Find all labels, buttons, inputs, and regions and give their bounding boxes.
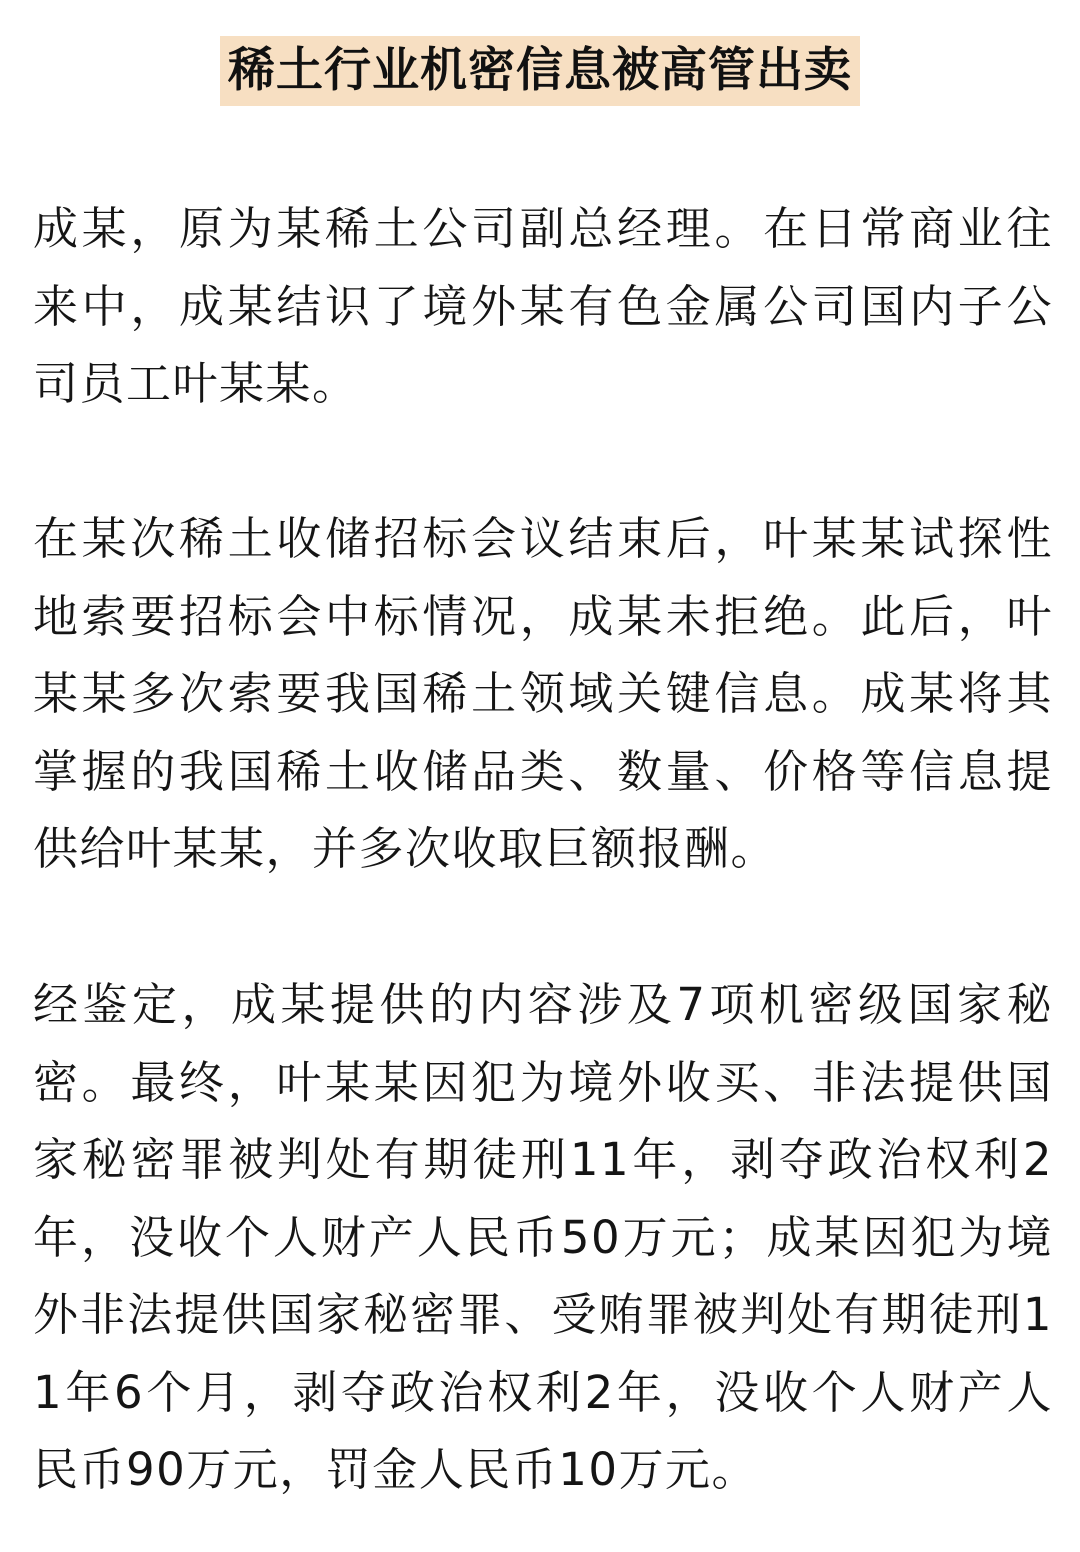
paragraph-2: 在某次稀土收储招标会议结束后，叶某某试探性地索要招标会中标情况，成某未拒绝。此后，叶某某多次索要我国稀土领域关键信息。成某将其掌握的我国稀土收储品类、数量、价格等信息提供给叶某某，并多次收取巨额报酬。 [33, 512, 1053, 875]
paragraph-1: 成某，原为某稀土公司副总经理。在日常商业往来中，成某结识了境外某有色金属公司国内子公司员工叶某某。 [33, 202, 1053, 410]
article-title: 稀土行业机密信息被高管出卖 [220, 36, 860, 106]
paragraph-3: 经鉴定，成某提供的内容涉及7项机密级国家秘密。最终，叶某某因犯为境外收买、非法提供国家秘密罪被判处有期徒刑11年，剥夺政治权利2年，没收个人财产人民币50万元；成某因犯为境外非法提供国家秘密罪、受贿罪被判处有期徒刑11年6个月，剥夺政治权利2年，没收个人财产人民币90万元，罚金人民币10万元。 [33, 978, 1053, 1496]
title-container [0, 36, 1080, 106]
